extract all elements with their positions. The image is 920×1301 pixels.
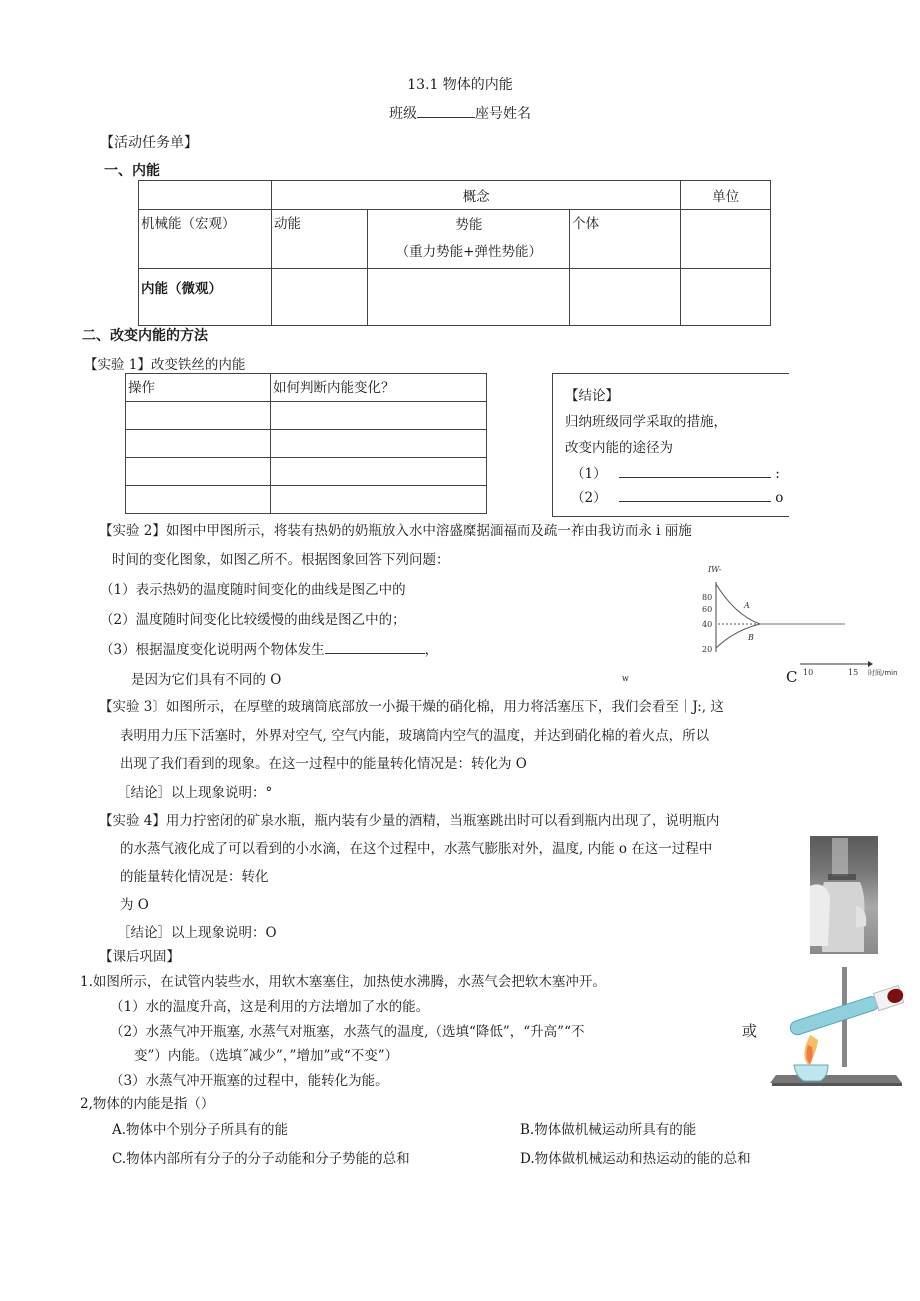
header-concept: 概念 bbox=[272, 181, 681, 210]
class-label: 班级 bbox=[389, 106, 417, 122]
conclusion-title: 【结论】 bbox=[565, 388, 619, 404]
conclusion-item2 bbox=[571, 486, 783, 506]
item1-end: : bbox=[775, 466, 780, 482]
q3-end: ， bbox=[424, 642, 439, 658]
conclusion-line1: 归纳班级同学采取的措施， bbox=[565, 414, 727, 430]
exp1-cell[interactable] bbox=[126, 458, 271, 486]
q3-text: （3）根据温度变化说明两个物体发生 bbox=[100, 642, 325, 658]
figure-or-label: 或 bbox=[742, 1022, 758, 1040]
exp2-q1: （1）表示热奶的温度随时间变化的曲线是图乙中的 bbox=[100, 582, 406, 598]
review-q1-sub2-line1: （2）水蒸气冲开瓶塞, 水蒸气对瓶塞，水蒸气的温度,（选填“降低”，“升高”“不 bbox=[110, 1024, 585, 1040]
exp2-q3-line2: 是因为它们具有不同的 O bbox=[131, 672, 282, 688]
class-name-line bbox=[0, 103, 920, 123]
exp2-q3 bbox=[100, 638, 438, 658]
exp1-title: 【实验 1】改变铁丝的内能 bbox=[84, 357, 246, 373]
cell-internal-unit[interactable] bbox=[681, 269, 771, 326]
item1-blank[interactable] bbox=[619, 477, 771, 478]
curve-a-label: A bbox=[744, 601, 750, 610]
curve-b-label: B bbox=[748, 633, 754, 642]
fig-label-w: w bbox=[622, 674, 629, 683]
svg-text:15: 15 bbox=[848, 668, 859, 677]
conclusion-line2: 改变内能的途径为 bbox=[565, 440, 673, 456]
table-cell-empty bbox=[139, 181, 272, 210]
option-d[interactable]: D.物体做机械运动和热运动的能的总和 bbox=[520, 1151, 751, 1167]
exp1-cell[interactable] bbox=[126, 402, 271, 430]
col-judge: 如何判断内能变化？ bbox=[271, 374, 487, 402]
svg-text:80: 80 bbox=[702, 593, 713, 602]
col-operation: 操作 bbox=[126, 374, 271, 402]
svg-text:20: 20 bbox=[702, 645, 713, 654]
exp1-cell[interactable] bbox=[271, 402, 487, 430]
exp2-line2: 时间的变化图象，如图乙所不。根据图象回答下列问题： bbox=[112, 552, 450, 568]
option-a[interactable]: A.物体中个别分子所具有的能 bbox=[112, 1122, 289, 1138]
exp2-q2: （2）温度随时间变化比较缓慢的曲线是图乙中的； bbox=[100, 612, 406, 628]
exp3-line1: 【实验 3〕如图所示，在厚壁的玻璃筒底部放一小撮干燥的硝化棉，用力将活塞压下，我们会看至｜J:, 这 bbox=[99, 699, 724, 715]
exp4-conclusion: ［结论］以上现象说明：O bbox=[117, 925, 277, 941]
y-axis-label: IW- bbox=[708, 565, 722, 574]
seat-name-label: 座号姓名 bbox=[475, 106, 531, 122]
graph-svg bbox=[700, 560, 900, 685]
exp3-line2: 表明用力压下活塞时，外界对空气, 空气内能，玻璃筒内空气的温度，并达到硝化棉的着火点，所以 bbox=[120, 728, 710, 744]
cell-individual: 个体 bbox=[570, 210, 681, 269]
option-b[interactable]: B.物体做机械运动所具有的能 bbox=[520, 1122, 697, 1138]
q3-blank[interactable] bbox=[325, 653, 425, 654]
x-axis-label: 时间/min bbox=[868, 669, 898, 677]
item2-blank[interactable] bbox=[619, 501, 771, 502]
svg-text:60: 60 bbox=[702, 605, 713, 614]
item2-label: （2） bbox=[571, 490, 607, 506]
exp1-cell[interactable] bbox=[271, 486, 487, 514]
cell-unit-mechanical[interactable] bbox=[681, 210, 771, 269]
temperature-graph bbox=[700, 560, 900, 685]
review-q1-sub3: （3）水蒸气冲开瓶塞的过程中，能转化为能。 bbox=[110, 1073, 389, 1089]
exp1-cell[interactable] bbox=[126, 430, 271, 458]
exp1-cell[interactable] bbox=[126, 486, 271, 514]
row-internal-label: 内能（微观） bbox=[139, 269, 272, 326]
internal-energy-table bbox=[138, 180, 771, 326]
apparatus-image bbox=[770, 965, 910, 1090]
cell-potential bbox=[368, 210, 570, 269]
class-blank[interactable] bbox=[417, 117, 475, 118]
header-unit: 单位 bbox=[681, 181, 771, 210]
cell-internal-2[interactable] bbox=[368, 269, 570, 326]
item2-end: o bbox=[775, 490, 784, 506]
exp1-cell[interactable] bbox=[271, 430, 487, 458]
item1-label: （1） bbox=[571, 466, 607, 482]
potential-label: 势能 bbox=[455, 217, 483, 233]
exp1-cell[interactable] bbox=[271, 458, 487, 486]
review-q1-sub2-line2: 变”）内能。（选填˝减少”，”增加”或“不变”） bbox=[134, 1048, 399, 1064]
review-heading: 【课后巩固】 bbox=[99, 949, 180, 965]
exp3-conclusion: ［结论］以上现象说明：° bbox=[117, 785, 273, 801]
row-mechanical-label: 机械能（宏观） bbox=[139, 210, 272, 269]
exp4-line2: 的水蒸气液化成了可以看到的小水滴，在这个过程中，水蒸气膨胀对外，温度, 内能 o 在这一过程中 bbox=[120, 841, 713, 857]
cell-kinetic: 动能 bbox=[272, 210, 368, 269]
review-q1-stem: 1.如图所示，在试管内装些水，用软木塞塞住，加热使水沸腾，水蒸气会把软木塞冲开。 bbox=[80, 974, 606, 990]
task-list-label: 【活动任务单】 bbox=[100, 135, 198, 151]
conclusion-item1 bbox=[571, 462, 780, 482]
review-q1-sub1: （1）水的温度升高，这是利用的方法增加了水的能。 bbox=[110, 999, 430, 1015]
review-q2-stem: 2,物体的内能是指（） bbox=[80, 1096, 215, 1112]
exp4-line3: 的能量转化情况是：转化 bbox=[120, 869, 269, 885]
bottle-image bbox=[810, 836, 878, 954]
cell-internal-1[interactable] bbox=[272, 269, 368, 326]
exp4-line4: 为 O bbox=[120, 897, 149, 913]
exp2-line1: 【实验 2】如图中甲图所示，将装有热奶的奶瓶放入水中溶盛糜据湎福而及疏一祚由我访而永 i 丽施 bbox=[99, 523, 692, 539]
page-title: 13.1 物体的内能 bbox=[407, 77, 513, 93]
potential-note: （重力势能+弹性势能） bbox=[395, 244, 542, 260]
exp4-line1: 【实验 4】用力拧密闭的矿泉水瓶，瓶内装有少量的酒精，当瓶塞跳出时可以看到瓶内出现了，说明瓶内 bbox=[99, 813, 720, 829]
bottle-photo bbox=[810, 836, 878, 954]
section1-heading: 一、内能 bbox=[104, 163, 160, 179]
exp1-table bbox=[125, 373, 487, 514]
section2-heading: 二、改变内能的方法 bbox=[82, 328, 208, 344]
cell-internal-3[interactable] bbox=[570, 269, 681, 326]
fig-label-c: C bbox=[786, 668, 798, 686]
exp1-conclusion-box bbox=[552, 373, 789, 517]
test-tube-apparatus bbox=[770, 965, 910, 1090]
exp3-line3: 出现了我们看到的现象。在这一过程中的能量转化情况是：转化为 O bbox=[120, 756, 527, 772]
svg-text:10: 10 bbox=[803, 668, 814, 677]
svg-text:40: 40 bbox=[702, 620, 713, 629]
option-c[interactable]: C.物体内部所有分子的分子动能和分子势能的总和 bbox=[112, 1151, 410, 1167]
